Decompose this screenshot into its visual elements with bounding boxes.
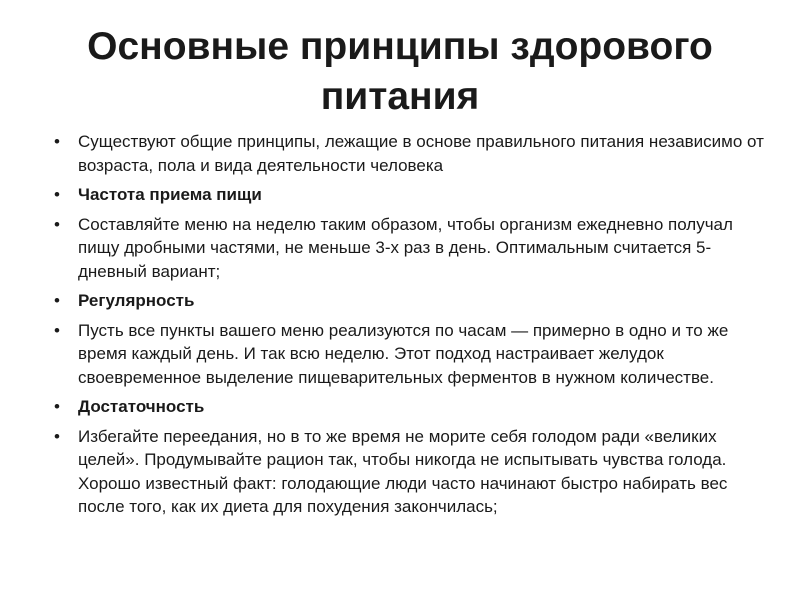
bullet-text: Составляйте меню на неделю таким образом, чтобы организм ежедневно получал пищу дробными частями, не меньше 3-х раз в день. Оптимальным считается 5-дневный вариант;: [78, 214, 733, 281]
slide-title-line-1: Основные принципы здорового: [87, 25, 713, 68]
bullet-icon: •: [54, 214, 60, 234]
bullet-item-sufficiency-text: [54, 425, 764, 519]
bullet-text: Пусть все пункты вашего меню реализуются по часам — примерно в одно и то же время каждый день. И так всю неделю. Этот подход настраивает желудок своевременное выделение пищеварительных ферментов в нужном количестве.: [78, 320, 729, 387]
bullet-item-sufficiency-heading: [54, 395, 764, 419]
bullet-item-regularity-text: [54, 319, 764, 390]
bullet-item-regularity-heading: [54, 289, 764, 313]
bullet-heading: Регулярность: [78, 291, 195, 310]
bullet-icon: •: [54, 426, 60, 446]
bullet-item-intro: [54, 130, 764, 177]
slide-title-line-2: питания: [320, 75, 480, 118]
bullet-heading: Частота приема пищи: [78, 185, 262, 204]
bullet-item-frequency-text: [54, 213, 764, 284]
bullet-heading: Достаточность: [78, 397, 205, 416]
bullet-item-frequency-heading: [54, 183, 764, 207]
bullet-icon: •: [54, 185, 60, 204]
bullet-text: Существуют общие принципы, лежащие в основе правильного питания независимо от возраста, пола и вида деятельности человека: [78, 132, 764, 175]
bullet-list: [54, 130, 764, 525]
bullet-icon: •: [54, 291, 60, 310]
bullet-text: Избегайте переедания, но в то же время не морите себя голодом ради «великих целей». Продумывайте рацион так, чтобы никогда не испытывать чувства голода. Хорошо известный факт: голодающие люди часто начинают быстро набирать вес после того, как их диета для похудения закончилась;: [78, 426, 728, 516]
bullet-icon: •: [54, 397, 60, 416]
bullet-icon: •: [54, 320, 60, 340]
bullet-icon: •: [54, 132, 60, 151]
slide-title: [20, 22, 780, 122]
